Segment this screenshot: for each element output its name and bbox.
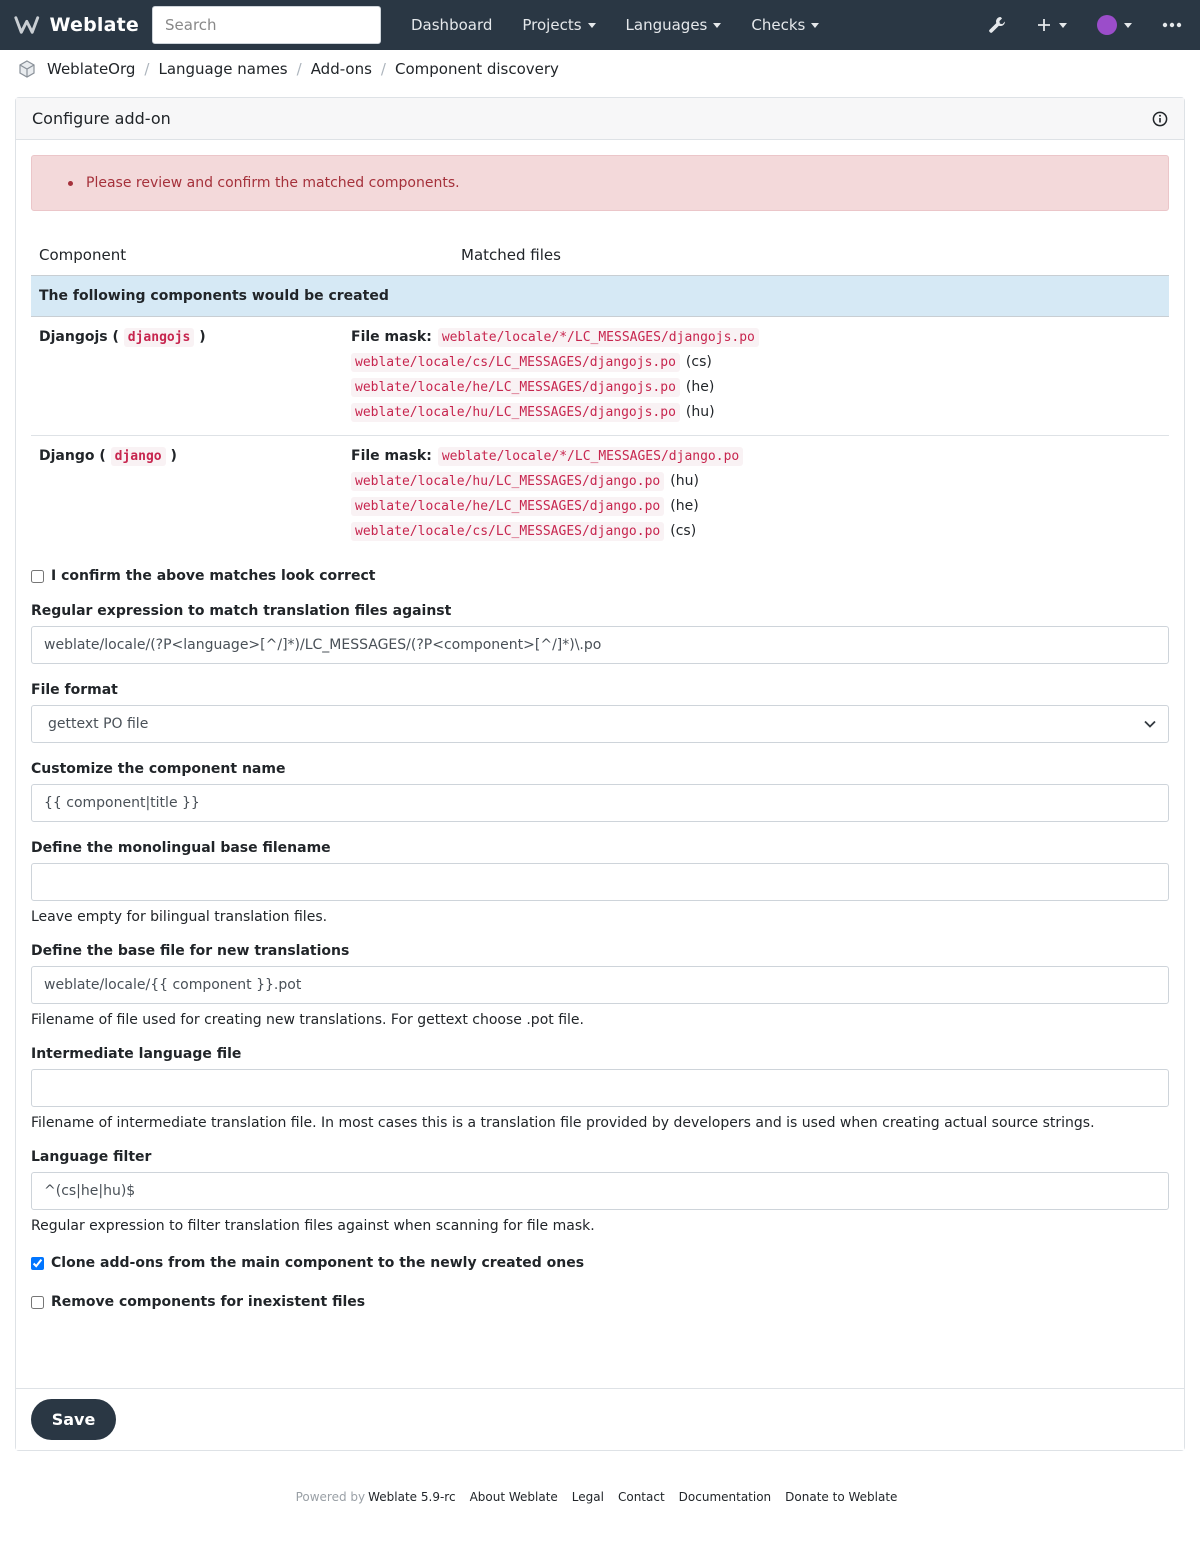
plus-icon bbox=[1037, 18, 1051, 32]
matched-file-path: weblate/locale/he/LC_MESSAGES/djangojs.po bbox=[351, 378, 680, 397]
caret-down-icon bbox=[811, 23, 819, 28]
more-dots-icon bbox=[1162, 22, 1182, 28]
manage-button[interactable] bbox=[987, 15, 1007, 35]
component-name: Djangojs bbox=[39, 329, 108, 345]
weblate-logo-icon bbox=[14, 14, 40, 36]
remove-components-checkbox[interactable] bbox=[31, 1296, 44, 1309]
regex-label: Regular expression to match translation files against bbox=[31, 603, 452, 619]
monolingual-base-input[interactable] bbox=[31, 863, 1169, 901]
new-base-label: Define the base file for new translations bbox=[31, 943, 350, 959]
file-mask-line bbox=[351, 325, 759, 350]
footer-link-donate[interactable]: Donate to Weblate bbox=[785, 1490, 898, 1504]
nav-languages-dropdown[interactable] bbox=[611, 16, 737, 34]
file-mask-label: File mask: bbox=[351, 448, 432, 464]
new-base-input[interactable] bbox=[31, 966, 1169, 1004]
matched-file-language: (hu) bbox=[685, 404, 715, 420]
table-row bbox=[31, 317, 1169, 436]
intermediate-help: Filename of intermediate translation file. In most cases this is a translation file provided by developers and is used when creating actual source strings. bbox=[31, 1115, 1095, 1131]
clone-addons-checkbox[interactable] bbox=[31, 1257, 44, 1270]
file-format-label: File format bbox=[31, 682, 118, 698]
component-slug: djangojs bbox=[124, 328, 195, 347]
avatar-icon bbox=[1097, 15, 1117, 35]
error-alert bbox=[31, 155, 1169, 211]
confirm-label: I confirm the above matches look correct bbox=[51, 568, 376, 584]
matched-files-cell bbox=[351, 325, 759, 425]
caret-down-icon bbox=[713, 23, 721, 28]
nav-projects-label: Projects bbox=[522, 16, 582, 34]
component-name-cell: Djangojs ( djangojs ) bbox=[39, 329, 206, 345]
table-row bbox=[31, 436, 1169, 554]
language-filter-input[interactable] bbox=[31, 1172, 1169, 1210]
breadcrumb-component[interactable]: Language names bbox=[158, 60, 288, 78]
wrench-icon bbox=[987, 15, 1007, 35]
breadcrumb-separator: / bbox=[144, 60, 150, 78]
info-icon[interactable] bbox=[1152, 111, 1168, 127]
intermediate-label: Intermediate language file bbox=[31, 1046, 242, 1062]
matched-files-cell bbox=[351, 444, 743, 544]
card-footer bbox=[16, 1388, 1184, 1450]
clone-addons-label: Clone add-ons from the main component to the newly created ones bbox=[51, 1255, 585, 1271]
page-footer bbox=[0, 1490, 1200, 1504]
matched-file-path: weblate/locale/hu/LC_MESSAGES/django.po bbox=[351, 472, 664, 491]
intermediate-input[interactable] bbox=[31, 1069, 1169, 1107]
matched-file-language: (cs) bbox=[670, 523, 697, 539]
monolingual-base-help: Leave empty for bilingual translation files. bbox=[31, 909, 328, 925]
matched-file-language: (cs) bbox=[685, 354, 712, 370]
file-format-selected: gettext PO file bbox=[48, 716, 149, 732]
file-mask-label: File mask: bbox=[351, 329, 432, 345]
matched-file bbox=[351, 494, 743, 519]
monolingual-base-label: Define the monolingual base filename bbox=[31, 840, 331, 856]
confirm-checkbox-row[interactable] bbox=[31, 564, 1169, 588]
column-header-matched-files: Matched files bbox=[461, 246, 561, 264]
file-mask-value: weblate/locale/*/LC_MESSAGES/djangojs.po bbox=[438, 328, 759, 347]
language-filter-label: Language filter bbox=[31, 1149, 152, 1165]
footer-link-documentation[interactable]: Documentation bbox=[678, 1490, 772, 1504]
matched-file-path: weblate/locale/cs/LC_MESSAGES/djangojs.po bbox=[351, 353, 680, 372]
regex-input[interactable] bbox=[31, 626, 1169, 664]
nav-projects-dropdown[interactable] bbox=[507, 16, 610, 34]
matched-file-path: weblate/locale/hu/LC_MESSAGES/djangojs.po bbox=[351, 403, 680, 422]
caret-down-icon bbox=[1124, 23, 1132, 28]
breadcrumb-addons[interactable]: Add-ons bbox=[310, 60, 372, 78]
component-name-cell: Django ( django ) bbox=[39, 448, 177, 464]
matched-file bbox=[351, 375, 759, 400]
footer-link-contact[interactable]: Contact bbox=[617, 1490, 665, 1504]
language-filter-help: Regular expression to filter translation files against when scanning for file mask. bbox=[31, 1218, 595, 1234]
card-header bbox=[16, 98, 1184, 140]
nav-dashboard-label: Dashboard bbox=[411, 16, 493, 34]
alert-bullet bbox=[68, 181, 73, 186]
matched-file-language: (hu) bbox=[670, 473, 699, 489]
configure-addon-card bbox=[15, 97, 1185, 1451]
top-navbar bbox=[0, 0, 1200, 50]
addon-form bbox=[31, 564, 1169, 1313]
component-slug: django bbox=[111, 447, 166, 466]
brand-name: Weblate bbox=[49, 14, 139, 36]
remove-components-label: Remove components for inexistent files bbox=[51, 1294, 366, 1310]
component-name-input[interactable] bbox=[31, 784, 1169, 822]
breadcrumb-separator: / bbox=[380, 60, 386, 78]
main-nav bbox=[396, 16, 834, 34]
matches-table bbox=[31, 235, 1169, 554]
alert-message: Please review and confirm the matched components. bbox=[86, 175, 460, 191]
breadcrumb-project[interactable]: WeblateOrg bbox=[47, 60, 136, 78]
footer-link-legal[interactable]: Legal bbox=[571, 1490, 604, 1504]
breadcrumb-current[interactable]: Component discovery bbox=[394, 60, 559, 78]
caret-down-icon bbox=[1059, 23, 1067, 28]
breadcrumb-separator: / bbox=[296, 60, 302, 78]
column-header-component: Component bbox=[39, 246, 127, 264]
more-menu-button[interactable] bbox=[1162, 22, 1182, 28]
component-name-label: Customize the component name bbox=[31, 761, 286, 777]
matched-file-language: (he) bbox=[685, 379, 715, 395]
chevron-down-icon bbox=[1144, 720, 1156, 728]
footer-link-about[interactable]: About Weblate bbox=[469, 1490, 558, 1504]
powered-by-text: Powered by bbox=[295, 1490, 366, 1504]
caret-down-icon bbox=[588, 23, 596, 28]
nav-dashboard[interactable] bbox=[396, 16, 507, 34]
breadcrumb bbox=[0, 50, 1200, 88]
file-mask-value: weblate/locale/*/LC_MESSAGES/django.po bbox=[438, 447, 743, 466]
matched-file bbox=[351, 400, 759, 425]
clone-addons-row[interactable] bbox=[31, 1252, 1169, 1274]
matched-file bbox=[351, 469, 743, 494]
nav-checks-label: Checks bbox=[751, 16, 806, 34]
nav-checks-dropdown[interactable] bbox=[736, 16, 834, 34]
footer-version-link[interactable]: Weblate 5.9-rc bbox=[368, 1490, 456, 1504]
matched-file bbox=[351, 519, 743, 544]
user-menu-dropdown[interactable] bbox=[1097, 15, 1132, 35]
matched-file-language: (he) bbox=[670, 498, 699, 514]
matched-file-path: weblate/locale/he/LC_MESSAGES/django.po bbox=[351, 497, 664, 516]
search-input[interactable] bbox=[152, 6, 381, 44]
project-cube-icon bbox=[17, 59, 37, 79]
file-format-select[interactable] bbox=[31, 705, 1169, 743]
remove-components-row[interactable] bbox=[31, 1291, 1169, 1313]
card-title: Configure add-on bbox=[32, 109, 171, 128]
component-name: Django bbox=[39, 448, 95, 464]
matched-file-path: weblate/locale/cs/LC_MESSAGES/django.po bbox=[351, 522, 664, 541]
table-group-row: The following components would be created bbox=[31, 276, 1169, 317]
table-header bbox=[31, 235, 1169, 276]
new-base-help: Filename of file used for creating new translations. For gettext choose .pot file. bbox=[31, 1012, 584, 1028]
file-mask-line bbox=[351, 444, 743, 469]
nav-languages-label: Languages bbox=[625, 16, 708, 34]
brand[interactable] bbox=[14, 14, 139, 36]
confirm-checkbox[interactable] bbox=[31, 570, 44, 583]
save-button[interactable]: Save bbox=[31, 1399, 116, 1440]
nav-right-tools bbox=[987, 15, 1182, 35]
matched-file bbox=[351, 350, 759, 375]
add-dropdown[interactable] bbox=[1037, 18, 1067, 32]
